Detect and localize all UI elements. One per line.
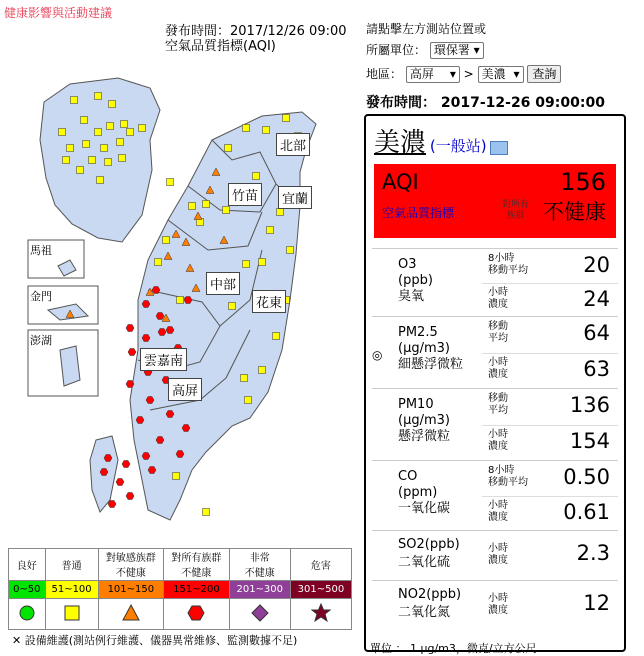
legend-circle-icon — [9, 599, 46, 630]
avg-value: 20 — [583, 253, 610, 277]
region-matsu[interactable]: 馬祖 — [30, 244, 52, 257]
region-yunchianan[interactable]: 雲嘉南 — [140, 348, 187, 371]
map-publish-time: 發布時間：2017/12/26 09:00 — [165, 24, 347, 39]
pollutant-zh: 一氧化碳 — [398, 501, 451, 516]
agency-select[interactable]: 環保署 ▾ — [430, 42, 484, 59]
pollutant-name: CO — [398, 469, 418, 484]
pollutant-row — [372, 460, 618, 531]
pollutant-unit: (ppm) — [398, 485, 438, 500]
pollutant-unit: (ppb) — [398, 273, 433, 288]
station-name: 美濃 — [374, 128, 427, 158]
pollutant-zh: 懸浮微粒 — [398, 429, 451, 444]
station-marker[interactable] — [203, 509, 210, 516]
control-hint: 請點擊左方測站位置或 — [366, 22, 487, 36]
station-controls: 請點擊左方測站位置或 所屬單位： 環保署 ▾ 地區： 高屏 ▾ > 美濃 ▾ 查詢 — [366, 22, 561, 83]
region-kaoping[interactable]: 高屏 — [168, 378, 202, 401]
legend-name: 危害 — [290, 549, 351, 581]
station-marker[interactable] — [81, 117, 88, 124]
region-north[interactable]: 北部 — [276, 133, 310, 156]
legend-name: 對敏感族群 不健康 — [98, 549, 164, 581]
county-select[interactable]: 高屏 ▾ — [406, 66, 460, 83]
avg-value: 0.50 — [563, 465, 610, 489]
station-marker[interactable] — [156, 437, 164, 444]
station-marker[interactable] — [109, 101, 116, 108]
station-marker[interactable] — [176, 451, 184, 458]
station-marker[interactable] — [166, 411, 174, 418]
map-header — [165, 24, 347, 54]
station-marker[interactable] — [267, 227, 274, 234]
unit-note: 單位 ： 1.μg/m3，微克/立方公尺 — [370, 642, 537, 655]
pollutant-zh: 二氧化氮 — [398, 605, 451, 620]
station-marker[interactable] — [184, 297, 192, 304]
hourly-value: 24 — [583, 287, 610, 311]
station-marker[interactable] — [117, 139, 124, 146]
station-marker[interactable] — [173, 473, 180, 480]
station-marker[interactable] — [203, 201, 210, 208]
avg-label: 小時 濃度 — [488, 543, 508, 566]
station-marker[interactable] — [166, 327, 174, 334]
pollutant-row — [372, 316, 618, 389]
station-marker[interactable] — [148, 467, 156, 474]
hourly-value: 0.61 — [563, 500, 610, 524]
hourly-value: 63 — [583, 357, 610, 381]
avg-label: 小時 濃度 — [488, 593, 508, 616]
legend-name: 普通 — [45, 549, 98, 581]
pollutant-name: PM10 — [398, 397, 434, 412]
station-marker[interactable] — [243, 125, 250, 132]
health-advice-link[interactable]: 健康影響與活動建議 — [4, 6, 113, 20]
pollutant-zh: 細懸浮微粒 — [398, 357, 464, 372]
map-index-title: 空氣品質指標(AQI) — [165, 39, 276, 54]
station-panel — [364, 114, 626, 652]
legend-name: 良好 — [9, 549, 46, 581]
pollutant-unit: (μg/m3) — [398, 341, 450, 356]
pollutant-zh: 二氧化硫 — [398, 555, 451, 570]
hourly-label: 小時 濃度 — [488, 287, 508, 310]
station-marker[interactable] — [158, 329, 166, 336]
hourly-label: 小時 濃度 — [488, 429, 508, 452]
station-marker[interactable] — [83, 141, 90, 148]
region-central[interactable]: 中部 — [206, 272, 240, 295]
station-marker[interactable] — [163, 237, 170, 244]
station-marker[interactable] — [95, 129, 102, 136]
station-marker[interactable] — [152, 287, 160, 294]
station-marker[interactable] — [139, 125, 146, 132]
station-marker[interactable] — [263, 127, 270, 134]
station-marker[interactable] — [241, 375, 248, 382]
legend-name: 非常 不健康 — [229, 549, 290, 581]
station-marker[interactable] — [167, 179, 174, 186]
pollutant-row — [372, 248, 618, 317]
legend-range: 151~200 — [164, 580, 230, 598]
station-marker[interactable] — [273, 333, 280, 340]
pm25-marker-icon: ◎ — [372, 348, 383, 362]
hourly-value: 154 — [569, 429, 610, 453]
station-marker[interactable] — [182, 425, 190, 432]
aqi-box — [374, 164, 616, 238]
station-marker[interactable] — [77, 167, 84, 174]
legend-range: 301~500 — [290, 580, 351, 598]
station-select[interactable]: 美濃 ▾ — [478, 66, 524, 83]
station-marker[interactable] — [89, 157, 96, 164]
station-marker[interactable] — [71, 97, 78, 104]
maintenance-note: ✕ 設備維護(測站例行維護、儀器異常維修、監測數據不足) — [12, 634, 298, 647]
station-marker[interactable] — [223, 207, 230, 214]
station-marker[interactable] — [259, 367, 266, 374]
station-marker[interactable] — [97, 177, 104, 184]
aqi-label: AQI — [382, 170, 419, 194]
aqi-status: 不健康 — [543, 200, 606, 224]
avg-value: 64 — [583, 321, 610, 345]
pollutant-unit: (μg/m3) — [398, 413, 450, 428]
station-marker[interactable] — [63, 157, 70, 164]
station-marker[interactable] — [105, 159, 112, 166]
avg-label: 8小時 移動平均 — [488, 253, 528, 276]
station-marker[interactable] — [253, 173, 260, 180]
station-marker[interactable] — [121, 121, 128, 128]
pollutant-name: O3 — [398, 257, 417, 272]
publish-time: 發布時間： 2017-12-26 09:00:00 — [366, 95, 605, 111]
area-label: 地區： — [366, 67, 403, 81]
hourly-label: 小時 濃度 — [488, 357, 508, 380]
aqi-info-link[interactable]: 空氣品質指標 — [382, 206, 455, 220]
station-marker[interactable] — [146, 397, 154, 404]
avg-label: 8小時 移動平均 — [488, 465, 528, 488]
station-marker[interactable] — [100, 469, 108, 476]
station-marker[interactable] — [155, 259, 162, 266]
avg-value: 2.3 — [576, 541, 610, 565]
station-marker[interactable] — [95, 93, 102, 100]
pollutant-row — [372, 580, 618, 641]
legend-name: 對所有族群 不健康 — [164, 549, 230, 581]
station-marker[interactable] — [119, 155, 126, 162]
pollutant-row — [372, 530, 618, 581]
legend-square-icon — [45, 599, 98, 630]
hourly-label: 小時 濃度 — [488, 500, 508, 523]
station-marker[interactable] — [126, 381, 134, 388]
station-marker[interactable] — [59, 129, 66, 136]
station-marker[interactable] — [104, 455, 112, 462]
pollutant-name: PM2.5 — [398, 325, 438, 340]
pollutant-zh: 臭氧 — [398, 289, 425, 304]
avg-value: 136 — [569, 393, 610, 417]
station-marker[interactable] — [126, 493, 134, 500]
avg-label: 移動 平均 — [488, 393, 508, 416]
legend-star-icon — [290, 599, 351, 630]
region-penghu[interactable]: 澎湖 — [30, 334, 52, 347]
pollutant-name: SO2(ppb) — [398, 537, 460, 552]
legend-range: 0~50 — [9, 580, 46, 598]
chart-icon[interactable] — [490, 141, 508, 155]
station-marker[interactable] — [127, 129, 134, 136]
station-marker[interactable] — [225, 145, 232, 152]
station-marker[interactable] — [283, 115, 290, 122]
station-marker[interactable] — [142, 335, 150, 342]
agency-label: 所屬單位： — [366, 43, 427, 57]
legend-range: 51~100 — [45, 580, 98, 598]
pollutant-name: NO2(ppb) — [398, 587, 462, 602]
aqi-value: 156 — [560, 168, 606, 196]
aqi-status-small: 對所有 族群 — [502, 200, 530, 221]
station-marker[interactable] — [277, 209, 284, 216]
avg-label: 移動 平均 — [488, 321, 508, 344]
station-marker[interactable] — [142, 453, 150, 460]
region-huadong[interactable]: 花東 — [252, 290, 286, 313]
station-marker[interactable] — [128, 349, 136, 356]
legend-hexagon-icon — [164, 599, 230, 630]
station-marker[interactable] — [189, 203, 196, 210]
station-marker[interactable] — [177, 297, 184, 304]
avg-value: 12 — [583, 591, 610, 615]
station-marker[interactable] — [116, 479, 124, 486]
station-marker[interactable] — [122, 461, 130, 468]
region-kinmen[interactable]: 金門 — [30, 290, 52, 303]
station-marker[interactable] — [229, 303, 236, 310]
station-marker[interactable] — [287, 247, 294, 254]
query-button[interactable]: 查詢 — [527, 65, 561, 83]
legend-range: 101~150 — [98, 580, 164, 598]
region-hsinchu-miaoli[interactable]: 竹苗 — [228, 183, 262, 206]
station-type-link[interactable]: (一般站) — [429, 137, 487, 155]
station-marker[interactable] — [259, 259, 266, 266]
aqi-legend — [8, 548, 352, 630]
legend-diamond-icon — [229, 599, 290, 630]
station-marker[interactable] — [156, 313, 164, 320]
station-marker[interactable] — [136, 417, 144, 424]
station-marker[interactable] — [108, 501, 116, 508]
legend-range: 201~300 — [229, 580, 290, 598]
station-marker[interactable] — [107, 123, 114, 130]
legend-triangle-icon — [98, 599, 164, 630]
station-marker[interactable] — [67, 145, 74, 152]
maintenance-icon: ✕ — [12, 634, 22, 647]
station-marker[interactable] — [126, 325, 134, 332]
station-marker[interactable] — [245, 397, 252, 404]
station-marker[interactable] — [243, 261, 250, 268]
station-marker[interactable] — [142, 301, 150, 308]
pollutant-row — [372, 388, 618, 461]
region-yilan[interactable]: 宜蘭 — [278, 186, 312, 209]
station-marker[interactable] — [101, 145, 108, 152]
